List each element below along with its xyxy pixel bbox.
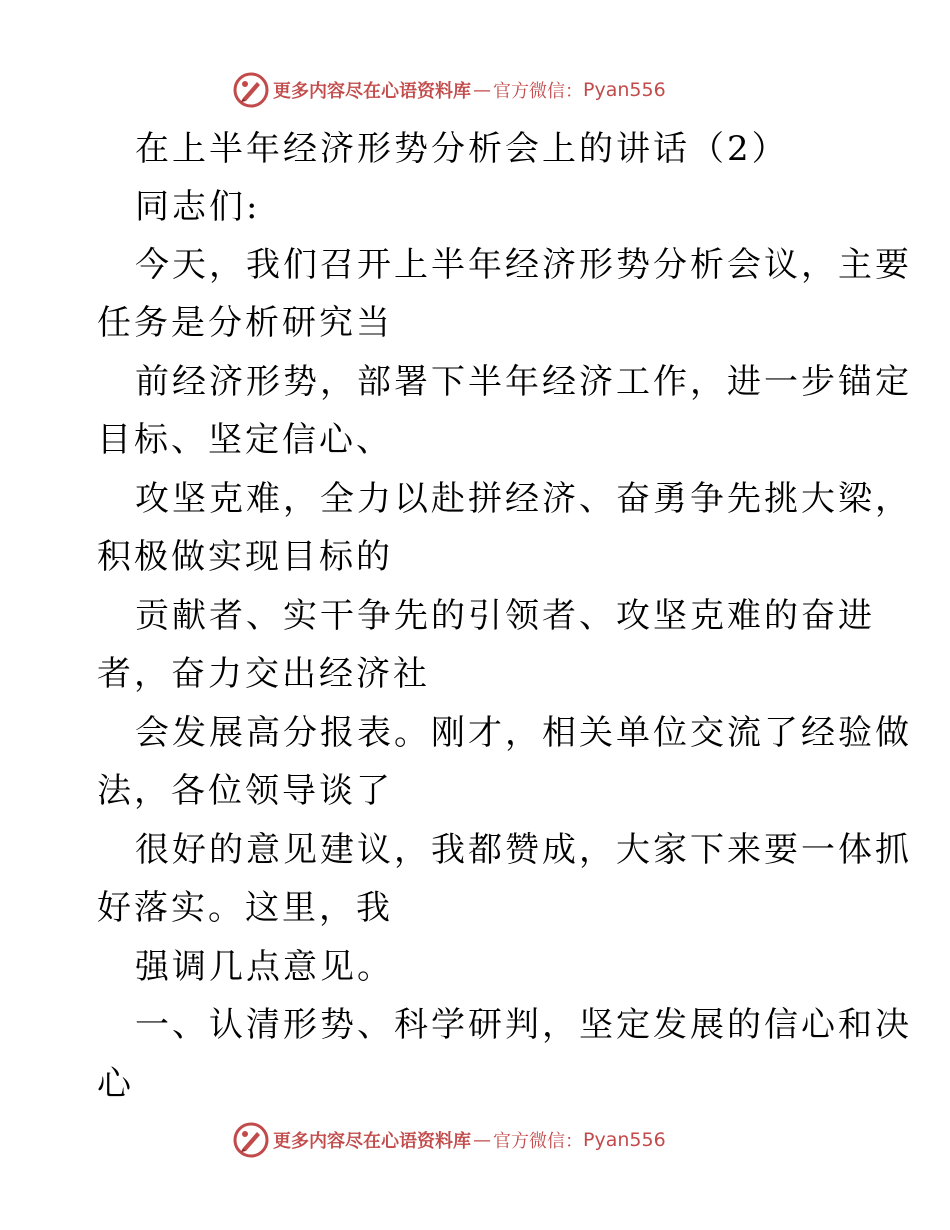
watermark-wechat-id: Pyan556 bbox=[583, 79, 666, 101]
watermark-wechat-label: 官方微信： bbox=[493, 1131, 583, 1152]
body-line: 者，奋力交出经济社 bbox=[97, 654, 430, 694]
header-watermark bbox=[233, 70, 666, 110]
salutation: 同志们: bbox=[135, 187, 261, 227]
body-line: 心 bbox=[97, 1064, 134, 1104]
body-line: 任务是分析研究当 bbox=[97, 303, 393, 343]
pen-logo-icon bbox=[233, 1122, 269, 1158]
body-line: 强调几点意见。 bbox=[135, 947, 394, 987]
document-title: 在上半年经济形势分析会上的讲话（2） bbox=[135, 129, 789, 169]
body-line: 会发展高分报表。刚才，相关单位交流了经验做 bbox=[135, 713, 912, 753]
body-line: 目标、坚定信心、 bbox=[97, 420, 393, 460]
body-line: 攻坚克难，全力以赴拼经济、奋勇争先挑大梁， bbox=[135, 479, 912, 519]
watermark-separator: — bbox=[473, 79, 491, 101]
watermark-wechat-id: Pyan556 bbox=[583, 1129, 666, 1151]
footer-watermark bbox=[233, 1120, 666, 1160]
body-line: 好落实。这里，我 bbox=[97, 888, 393, 928]
body-line: 很好的意见建议，我都赞成，大家下来要一体抓 bbox=[135, 830, 912, 870]
body-line: 贡献者、实干争先的引领者、攻坚克难的奋进 bbox=[135, 596, 875, 636]
body-line: 今天，我们召开上半年经济形势分析会议，主要 bbox=[135, 245, 912, 285]
watermark-brand: 更多内容尽在心语资料库 bbox=[273, 1131, 471, 1152]
pen-logo-icon bbox=[233, 72, 269, 108]
section-heading: 一、认清形势、科学研判，坚定发展的信心和决 bbox=[135, 1005, 912, 1045]
watermark-wechat-label: 官方微信： bbox=[493, 81, 583, 102]
body-line: 积极做实现目标的 bbox=[97, 537, 393, 577]
body-line: 前经济形势，部署下半年经济工作，进一步锚定 bbox=[135, 362, 912, 402]
body-line: 法，各位领导谈了 bbox=[97, 771, 393, 811]
watermark-separator: — bbox=[473, 1129, 491, 1151]
watermark-brand: 更多内容尽在心语资料库 bbox=[273, 81, 471, 102]
